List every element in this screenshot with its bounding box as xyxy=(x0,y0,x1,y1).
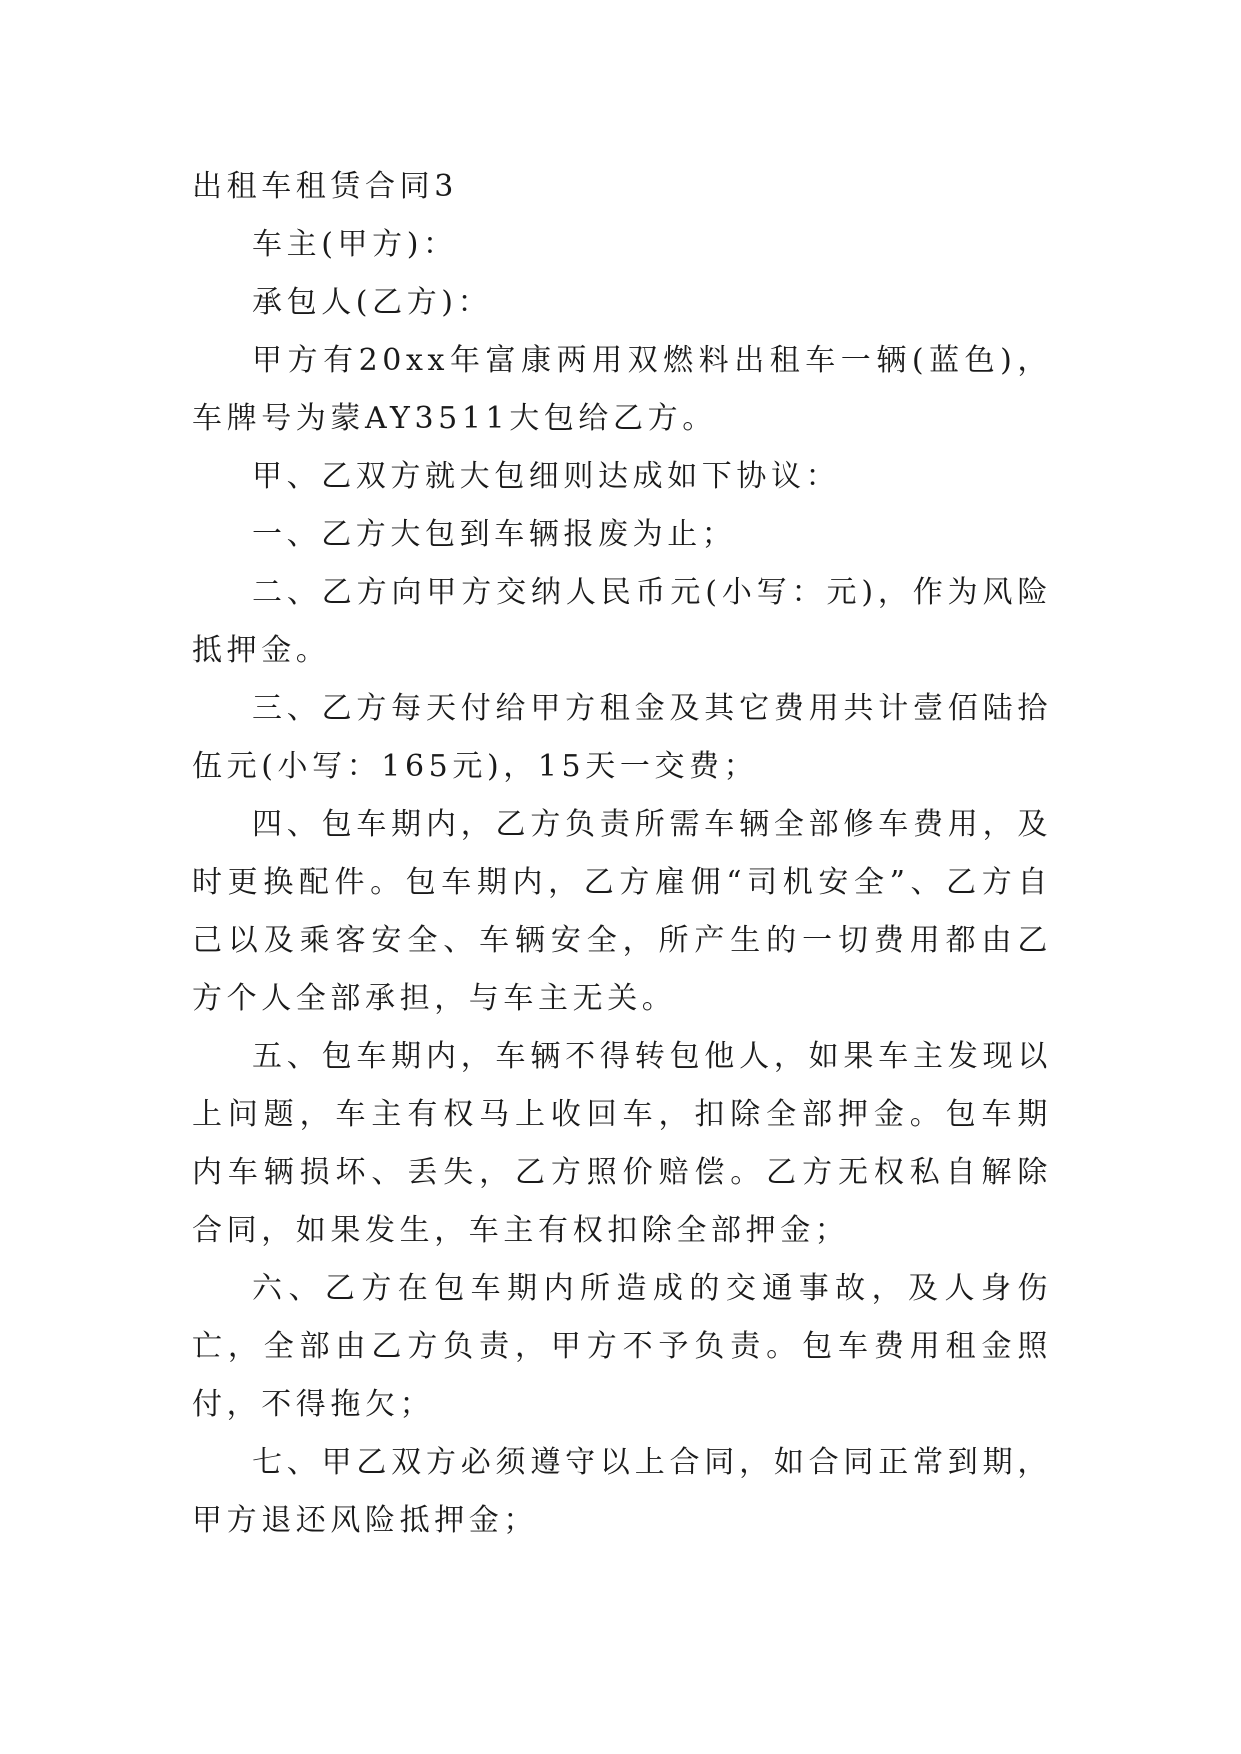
clause-5: 五、包车期内，车辆不得转包他人，如果车主发现以上问题，车主有权马上收回车，扣除全部押金。包车期内车辆损坏、丢失，乙方照价赔偿。乙方无权私自解除合同，如果发生，车主有权扣除全部押金； xyxy=(192,1039,1052,1248)
vehicle-description-paragraph: 甲方有20xx年富康两用双燃料出租车一辆(蓝色)，车牌号为蒙AY3511大包给乙方。 xyxy=(192,343,1052,436)
agreement-intro-paragraph: 甲、乙双方就大包细则达成如下协议： xyxy=(252,459,841,494)
clause-2: 二、乙方向甲方交纳人民币元(小写：元)，作为风险抵押金。 xyxy=(192,575,1052,668)
clause-7: 七、甲乙双方必须遵守以上合同，如合同正常到期，甲方退还风险抵押金； xyxy=(192,1445,1052,1538)
document-page xyxy=(192,158,1052,1550)
clause-4: 四、包车期内，乙方负责所需车辆全部修车费用，及时更换配件。包车期内，乙方雇佣“司机安全”、乙方自己以及乘客安全、车辆安全，所产生的一切费用都由乙方个人全部承担，与车主无关。 xyxy=(192,807,1052,1016)
clause-6: 六、乙方在包车期内所造成的交通事故，及人身伤亡，全部由乙方负责，甲方不予负责。包车费用租金照付，不得拖欠； xyxy=(192,1271,1052,1422)
clause-1: 一、乙方大包到车辆报废为止； xyxy=(252,517,737,552)
party-a-line: 车主(甲方)： xyxy=(252,227,458,262)
document-title: 出租车租赁合同3 xyxy=(192,169,458,204)
clause-3: 三、乙方每天付给甲方租金及其它费用共计壹佰陆拾伍元(小写：165元)，15天一交费； xyxy=(192,691,1052,784)
party-b-line: 承包人(乙方)： xyxy=(252,285,493,320)
